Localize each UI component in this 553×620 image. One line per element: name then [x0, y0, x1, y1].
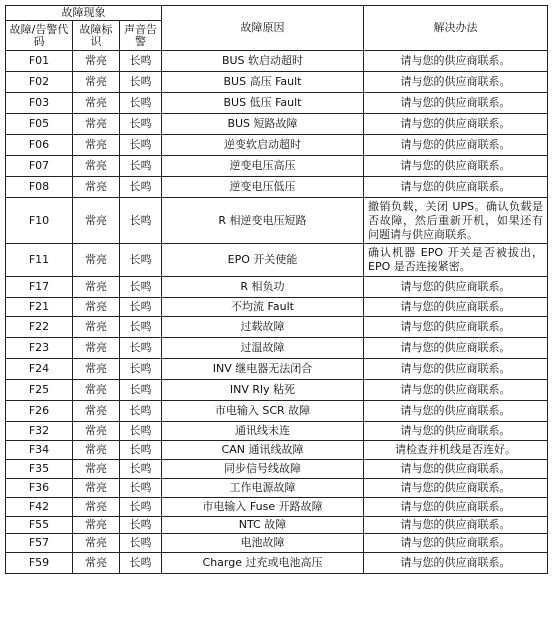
fault-cause-cell: 电池故障	[162, 534, 364, 553]
table-row	[6, 534, 548, 553]
fault-code-cell: F23	[6, 338, 73, 359]
fault-indicator-cell: 常亮	[73, 359, 120, 380]
sound-alarm-cell: 长鸣	[120, 244, 162, 277]
sound-alarm-cell: 长鸣	[120, 380, 162, 401]
fault-code-cell: F17	[6, 277, 73, 298]
sound-alarm-cell: 长鸣	[120, 460, 162, 479]
sound-alarm-cell: 长鸣	[120, 517, 162, 534]
table-row	[6, 156, 548, 177]
sound-alarm-cell: 长鸣	[120, 553, 162, 574]
fault-cause-cell: INV Rly 粘死	[162, 380, 364, 401]
solution-cell: 请与您的供应商联系。	[364, 479, 548, 498]
solution-cell: 撤销负载，关闭 UPS。确认负载是否故障，然后重新开机，如果还有问题请与供应商联系。	[364, 198, 548, 244]
fault-code-cell: F24	[6, 359, 73, 380]
sound-alarm-cell: 长鸣	[120, 156, 162, 177]
solution-cell: 请与您的供应商联系。	[364, 338, 548, 359]
sound-alarm-cell: 长鸣	[120, 114, 162, 135]
table-row	[6, 338, 548, 359]
solution-cell: 请与您的供应商联系。	[364, 114, 548, 135]
sound-alarm-cell: 长鸣	[120, 177, 162, 198]
fault-code-table	[5, 5, 548, 574]
fault-cause-cell: BUS 短路故障	[162, 114, 364, 135]
fault-cause-cell: 过载故障	[162, 317, 364, 338]
fault-indicator-cell: 常亮	[73, 441, 120, 460]
fault-code-cell: F05	[6, 114, 73, 135]
solution-cell: 请与您的供应商联系。	[364, 553, 548, 574]
fault-cause-cell: NTC 故障	[162, 517, 364, 534]
fault-code-cell: F26	[6, 401, 73, 422]
sound-alarm-cell: 长鸣	[120, 93, 162, 114]
fault-cause-cell: BUS 高压 Fault	[162, 72, 364, 93]
solution-cell: 请检查并机线是否连好。	[364, 441, 548, 460]
table-row	[6, 114, 548, 135]
solution-cell: 请与您的供应商联系。	[364, 72, 548, 93]
solution-cell: 请与您的供应商联系。	[364, 51, 548, 72]
fault-cause-cell: 工作电源故障	[162, 479, 364, 498]
fault-indicator-cell: 常亮	[73, 277, 120, 298]
solution-cell: 请与您的供应商联系。	[364, 298, 548, 317]
solution-cell: 请与您的供应商联系。	[364, 359, 548, 380]
fault-indicator-cell: 常亮	[73, 135, 120, 156]
fault-cause-cell: R 相逆变电压短路	[162, 198, 364, 244]
solution-cell: 请与您的供应商联系。	[364, 401, 548, 422]
solution-cell: 请与您的供应商联系。	[364, 380, 548, 401]
table-row	[6, 517, 548, 534]
table-row	[6, 93, 548, 114]
fault-indicator-cell: 常亮	[73, 114, 120, 135]
header-fault-cause: 故障原因	[162, 6, 364, 51]
sound-alarm-cell: 长鸣	[120, 422, 162, 441]
sound-alarm-cell: 长鸣	[120, 317, 162, 338]
fault-cause-cell: 逆变电压高压	[162, 156, 364, 177]
sound-alarm-cell: 长鸣	[120, 479, 162, 498]
table-row	[6, 422, 548, 441]
fault-indicator-cell: 常亮	[73, 177, 120, 198]
fault-indicator-cell: 常亮	[73, 460, 120, 479]
fault-indicator-cell: 常亮	[73, 198, 120, 244]
fault-indicator-cell: 常亮	[73, 380, 120, 401]
table-row	[6, 359, 548, 380]
fault-code-cell: F32	[6, 422, 73, 441]
table-row	[6, 317, 548, 338]
table-row	[6, 460, 548, 479]
table-row	[6, 498, 548, 517]
fault-cause-cell: Charge 过充或电池高压	[162, 553, 364, 574]
fault-cause-cell: 通讯线未连	[162, 422, 364, 441]
fault-indicator-cell: 常亮	[73, 517, 120, 534]
solution-cell: 请与您的供应商联系。	[364, 498, 548, 517]
table-row	[6, 380, 548, 401]
fault-code-cell: F07	[6, 156, 73, 177]
sound-alarm-cell: 长鸣	[120, 72, 162, 93]
fault-indicator-cell: 常亮	[73, 422, 120, 441]
sound-alarm-cell: 长鸣	[120, 198, 162, 244]
fault-code-cell: F11	[6, 244, 73, 277]
sound-alarm-cell: 长鸣	[120, 534, 162, 553]
fault-code-cell: F55	[6, 517, 73, 534]
table-row	[6, 198, 548, 244]
fault-indicator-cell: 常亮	[73, 401, 120, 422]
table-row	[6, 479, 548, 498]
solution-cell: 请与您的供应商联系。	[364, 534, 548, 553]
fault-cause-cell: 逆变软启动超时	[162, 135, 364, 156]
table-row	[6, 401, 548, 422]
table-row	[6, 298, 548, 317]
sound-alarm-cell: 长鸣	[120, 298, 162, 317]
sound-alarm-cell: 长鸣	[120, 135, 162, 156]
fault-cause-cell: 市电输入 Fuse 开路故障	[162, 498, 364, 517]
solution-cell: 请与您的供应商联系。	[364, 317, 548, 338]
header-solution: 解决办法	[364, 6, 548, 51]
fault-indicator-cell: 常亮	[73, 498, 120, 517]
fault-code-cell: F08	[6, 177, 73, 198]
sound-alarm-cell: 长鸣	[120, 401, 162, 422]
table-row	[6, 177, 548, 198]
table-row	[6, 244, 548, 277]
fault-code-cell: F25	[6, 380, 73, 401]
table-row	[6, 441, 548, 460]
fault-code-cell: F57	[6, 534, 73, 553]
fault-cause-cell: 逆变电压低压	[162, 177, 364, 198]
fault-code-cell: F59	[6, 553, 73, 574]
fault-cause-cell: CAN 通讯线故障	[162, 441, 364, 460]
fault-indicator-cell: 常亮	[73, 479, 120, 498]
fault-code-cell: F01	[6, 51, 73, 72]
sound-alarm-cell: 长鸣	[120, 338, 162, 359]
fault-code-cell: F35	[6, 460, 73, 479]
fault-indicator-cell: 常亮	[73, 51, 120, 72]
sound-alarm-cell: 长鸣	[120, 359, 162, 380]
solution-cell: 请与您的供应商联系。	[364, 93, 548, 114]
solution-cell: 请与您的供应商联系。	[364, 277, 548, 298]
sound-alarm-cell: 长鸣	[120, 277, 162, 298]
fault-table-body	[6, 51, 548, 574]
table-row	[6, 51, 548, 72]
sound-alarm-cell: 长鸣	[120, 498, 162, 517]
solution-cell: 请与您的供应商联系。	[364, 422, 548, 441]
fault-cause-cell: BUS 低压 Fault	[162, 93, 364, 114]
table-row	[6, 135, 548, 156]
header-fault-indicator: 故障标识	[73, 21, 120, 51]
fault-indicator-cell: 常亮	[73, 244, 120, 277]
fault-cause-cell: EPO 开关使能	[162, 244, 364, 277]
table-row	[6, 72, 548, 93]
table-row	[6, 277, 548, 298]
table-row	[6, 553, 548, 574]
fault-cause-cell: INV 继电器无法闭合	[162, 359, 364, 380]
fault-indicator-cell: 常亮	[73, 298, 120, 317]
fault-indicator-cell: 常亮	[73, 156, 120, 177]
header-sound-alarm: 声音告警	[120, 21, 162, 51]
header-fault-code: 故障/告警代码	[6, 21, 73, 51]
fault-code-cell: F36	[6, 479, 73, 498]
fault-code-cell: F22	[6, 317, 73, 338]
fault-indicator-cell: 常亮	[73, 317, 120, 338]
solution-cell: 确认机器 EPO 开关是否被拔出，EPO 是否连接紧密。	[364, 244, 548, 277]
sound-alarm-cell: 长鸣	[120, 441, 162, 460]
fault-cause-cell: BUS 软启动超时	[162, 51, 364, 72]
solution-cell: 请与您的供应商联系。	[364, 460, 548, 479]
fault-cause-cell: 不均流 Fault	[162, 298, 364, 317]
fault-code-cell: F02	[6, 72, 73, 93]
fault-indicator-cell: 常亮	[73, 338, 120, 359]
solution-cell: 请与您的供应商联系。	[364, 177, 548, 198]
solution-cell: 请与您的供应商联系。	[364, 156, 548, 177]
fault-indicator-cell: 常亮	[73, 72, 120, 93]
sound-alarm-cell: 长鸣	[120, 51, 162, 72]
fault-code-cell: F21	[6, 298, 73, 317]
fault-indicator-cell: 常亮	[73, 93, 120, 114]
fault-cause-cell: R 相负功	[162, 277, 364, 298]
header-fault-phenomenon: 故障现象	[6, 6, 162, 21]
solution-cell: 请与您的供应商联系。	[364, 135, 548, 156]
fault-code-cell: F42	[6, 498, 73, 517]
fault-code-cell: F06	[6, 135, 73, 156]
fault-code-cell: F03	[6, 93, 73, 114]
solution-cell: 请与您的供应商联系。	[364, 517, 548, 534]
fault-indicator-cell: 常亮	[73, 553, 120, 574]
fault-code-cell: F34	[6, 441, 73, 460]
fault-cause-cell: 过温故障	[162, 338, 364, 359]
header-row-group	[6, 6, 548, 21]
fault-cause-cell: 市电输入 SCR 故障	[162, 401, 364, 422]
fault-cause-cell: 同步信号线故障	[162, 460, 364, 479]
fault-code-cell: F10	[6, 198, 73, 244]
fault-indicator-cell: 常亮	[73, 534, 120, 553]
